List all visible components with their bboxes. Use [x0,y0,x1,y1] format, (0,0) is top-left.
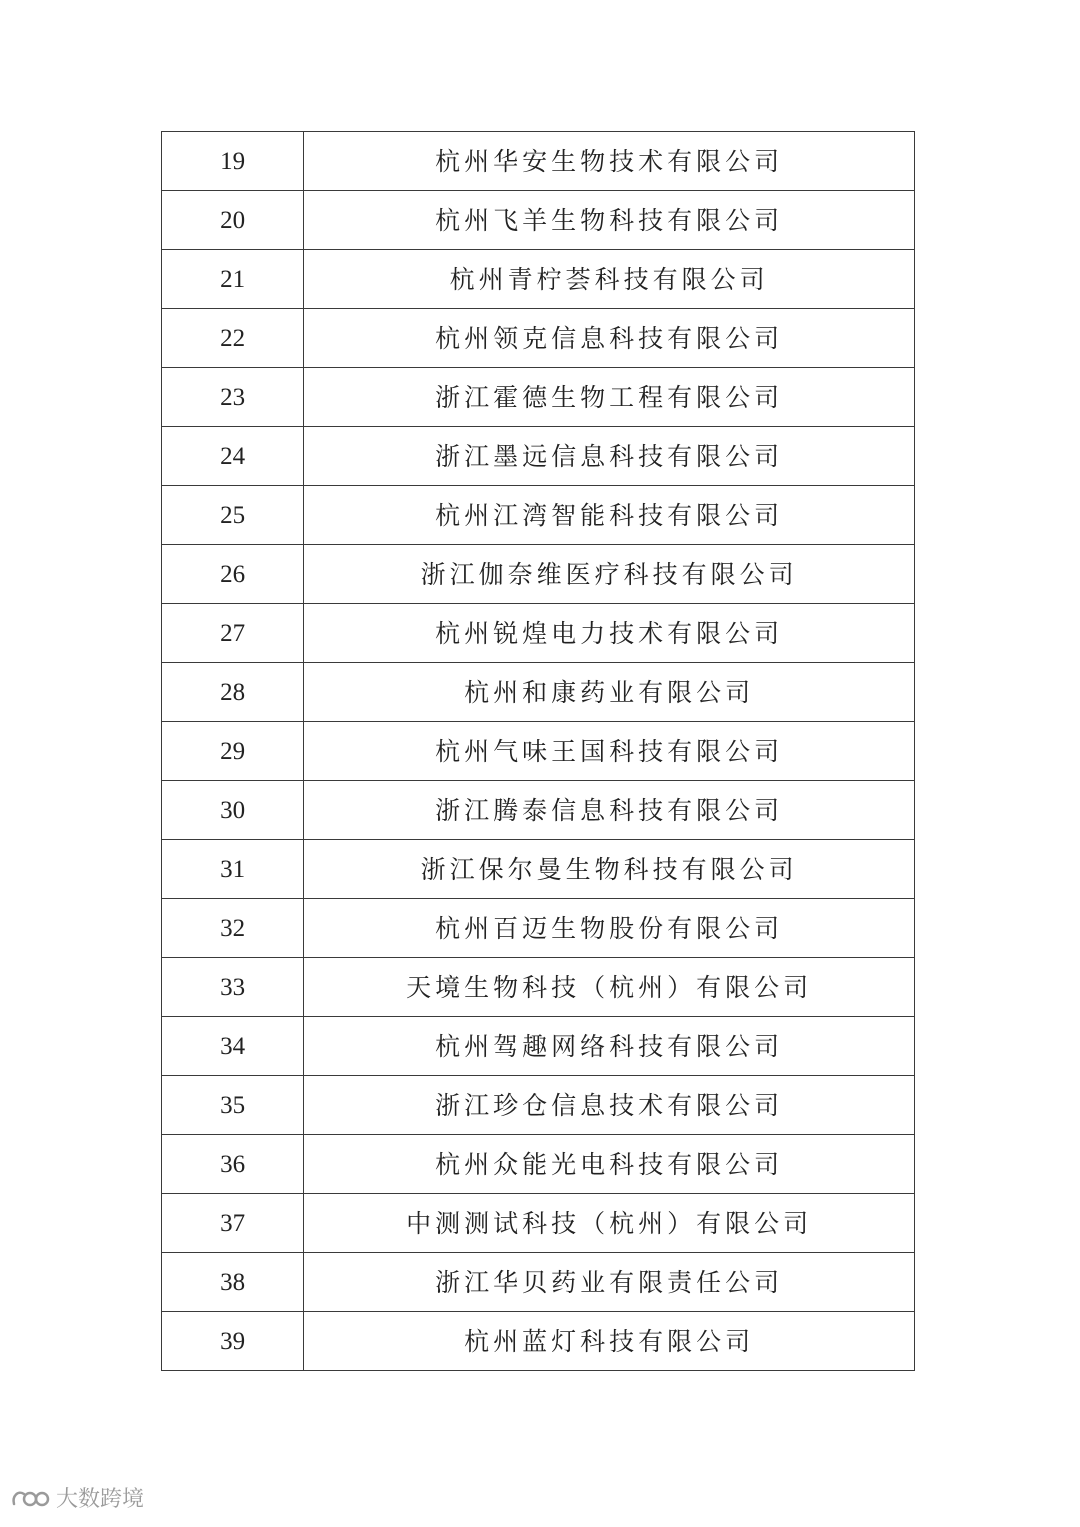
company-name: 杭州驾趣网络科技有限公司 [304,1017,915,1076]
table-row [162,781,915,840]
table-row [162,1017,915,1076]
watermark-text: 大数跨境 [56,1487,145,1512]
table-row [162,958,915,1017]
table-row [162,132,915,191]
company-name: 杭州锐煌电力技术有限公司 [304,604,915,663]
company-name: 杭州气味王国科技有限公司 [304,722,915,781]
watermark [10,1482,144,1513]
company-name: 浙江腾泰信息科技有限公司 [304,781,915,840]
table-row [162,1253,915,1312]
row-number: 30 [162,781,304,840]
table-row [162,191,915,250]
row-number: 37 [162,1194,304,1253]
company-name: 杭州众能光电科技有限公司 [304,1135,915,1194]
company-name: 杭州华安生物技术有限公司 [304,132,915,191]
row-number: 23 [162,368,304,427]
company-name: 天境生物科技（杭州）有限公司 [304,958,915,1017]
company-list-body [162,132,915,1371]
table-row [162,663,915,722]
row-number: 22 [162,309,304,368]
row-number: 19 [162,132,304,191]
table-row [162,250,915,309]
table-row [162,1312,915,1371]
company-name: 杭州江湾智能科技有限公司 [304,486,915,545]
company-name: 中测测试科技（杭州）有限公司 [304,1194,915,1253]
row-number: 25 [162,486,304,545]
table-row [162,309,915,368]
table-row [162,1076,915,1135]
row-number: 33 [162,958,304,1017]
company-name: 杭州百迈生物股份有限公司 [304,899,915,958]
table-row [162,486,915,545]
company-name: 杭州蓝灯科技有限公司 [304,1312,915,1371]
row-number: 38 [162,1253,304,1312]
table-row [162,368,915,427]
row-number: 32 [162,899,304,958]
row-number: 24 [162,427,304,486]
row-number: 31 [162,840,304,899]
row-number: 28 [162,663,304,722]
company-name: 杭州飞羊生物科技有限公司 [304,191,915,250]
row-number: 39 [162,1312,304,1371]
company-name: 杭州领克信息科技有限公司 [304,309,915,368]
table-row [162,545,915,604]
row-number: 34 [162,1017,304,1076]
company-name: 杭州和康药业有限公司 [304,663,915,722]
company-list-table [161,131,915,1371]
row-number: 35 [162,1076,304,1135]
company-name: 浙江墨远信息科技有限公司 [304,427,915,486]
company-name: 杭州青柠荟科技有限公司 [304,250,915,309]
row-number: 27 [162,604,304,663]
company-name: 浙江霍德生物工程有限公司 [304,368,915,427]
company-name: 浙江华贝药业有限责任公司 [304,1253,915,1312]
table-row [162,1135,915,1194]
brand-logo-icon [10,1486,50,1510]
row-number: 26 [162,545,304,604]
company-name: 浙江伽奈维医疗科技有限公司 [304,545,915,604]
company-name: 浙江珍仓信息技术有限公司 [304,1076,915,1135]
table-row [162,722,915,781]
table-row [162,427,915,486]
row-number: 36 [162,1135,304,1194]
company-name: 浙江保尔曼生物科技有限公司 [304,840,915,899]
table-row [162,1194,915,1253]
table-row [162,840,915,899]
row-number: 21 [162,250,304,309]
table-row [162,604,915,663]
table-row [162,899,915,958]
row-number: 20 [162,191,304,250]
row-number: 29 [162,722,304,781]
